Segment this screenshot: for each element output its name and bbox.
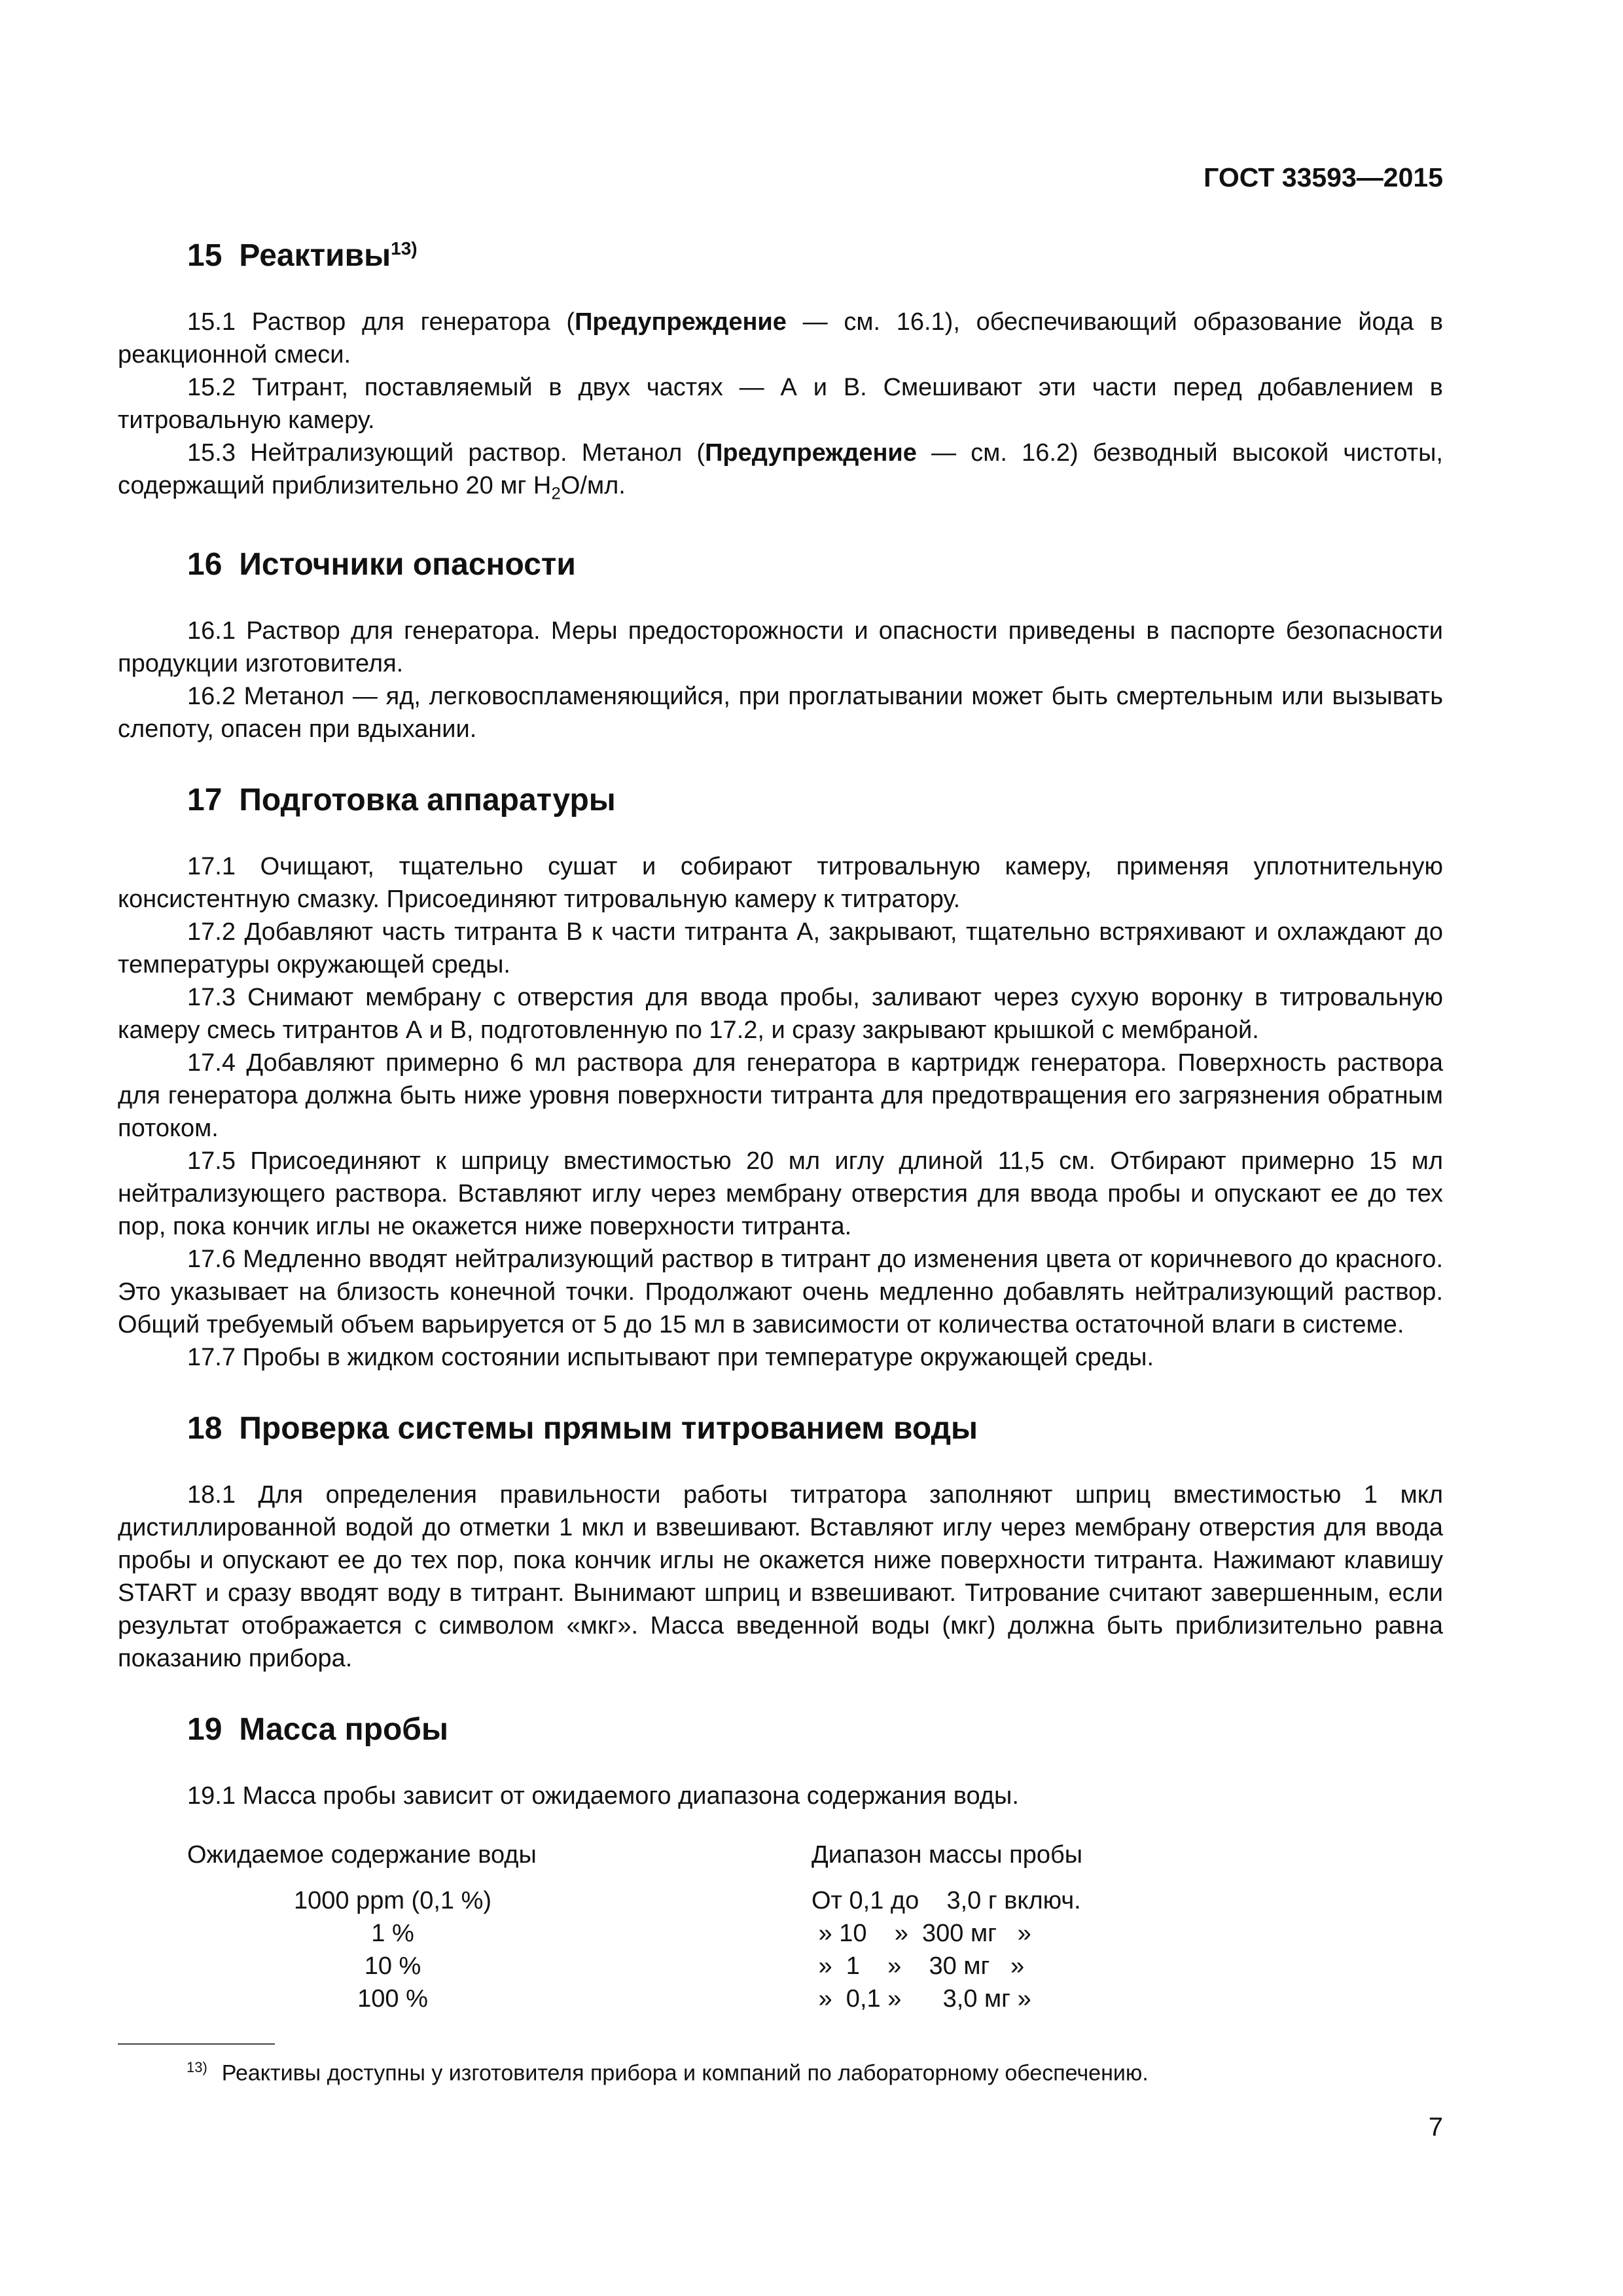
section-number: 19 xyxy=(187,1712,223,1747)
paragraph-17-3: 17.3 Снимают мембрану с отверстия для ввода пробы, заливают через сухую воронку в титровальную камеру смесь титрантов А и В, подготовленную по 17.2, и сразу закрывают крышкой с мембраной. xyxy=(118,983,1443,1044)
water-content-cell: 1000 ppm (0,1 %) xyxy=(293,1886,492,1914)
document-body xyxy=(118,229,1443,2048)
footnote xyxy=(187,2052,1149,2089)
paragraph-17-5: 17.5 Присоединяют к шприцу вместимостью 20 мл иглу длиной 11,5 см. Отбирают примерно 15 мл нейтрализующего раствора. Вставляют иглу через мембрану отверстия для ввода пробы и опускают ее до тех пор, пока кончик иглы не окажется ниже поверхности титранта. xyxy=(118,1147,1443,1240)
section-number: 15 xyxy=(187,238,223,273)
footnote-mark: 13) xyxy=(187,2059,207,2075)
section-number: 18 xyxy=(187,1410,223,1446)
table-row xyxy=(118,1982,1443,2015)
paragraph-17-4: 17.4 Добавляют примерно 6 мл раствора для генератора в картридж генератора. Поверхность раствора для генератора должна быть ниже уровня поверхности титранта для предотвращения его загрязнения обратным потоком. xyxy=(118,1049,1443,1142)
paragraph-16-1: 16.1 Раствор для генератора. Меры предосторожности и опасности приведены в паспорте безопасности продукции изготовителя. xyxy=(118,617,1443,677)
paragraph-17-2: 17.2 Добавляют часть титранта В к части титранта А, закрывают, тщательно встряхивают и охлаждают до температуры окружающей среды. xyxy=(118,918,1443,978)
table-header-water-content: Ожидаемое содержание воды xyxy=(187,1840,537,1869)
section-title: Реактивы xyxy=(239,238,391,273)
section-heading-17 xyxy=(118,781,1443,820)
section-number: 17 xyxy=(187,782,223,817)
paragraph-16-2: 16.2 Метанол — яд, легковоспламеняющийся, при проглатывании может быть смертельным или вызывать слепоту, опасен при вдыхании. xyxy=(118,682,1443,743)
section-title: Источники опасности xyxy=(239,547,576,582)
paragraph-15-1: 15.1 Раствор для генератора (Предупреждение — см. 16.1), обеспечивающий образование йода в реакционной смеси. xyxy=(118,308,1444,368)
section-title: Подготовка аппаратуры xyxy=(239,782,616,817)
warning-label: Предупреждение xyxy=(575,308,787,336)
section-heading-16 xyxy=(118,545,1443,584)
table-header-mass-range: Диапазон массы пробы xyxy=(812,1840,1083,1869)
footnote-text: Реактивы доступны у изготовителя прибора и компаний по лабораторному обеспечению. xyxy=(221,2060,1149,2086)
document-number: ГОСТ 33593—2015 xyxy=(1204,162,1443,192)
table-row xyxy=(118,1884,1443,1917)
table-row xyxy=(118,1950,1443,1982)
section-title: Масса пробы xyxy=(239,1712,448,1747)
page-number: 7 xyxy=(1428,2113,1443,2142)
footnote-divider xyxy=(118,2043,275,2045)
water-content-cell: 100 % xyxy=(357,1984,428,2013)
mass-range-cell: » 1 » 30 мг » xyxy=(812,1952,1025,1980)
table-row xyxy=(118,1917,1443,1950)
paragraph-15-2: 15.2 Титрант, поставляемый в двух частях — А и В. Смешивают эти части перед добавлением в титровальную камеру. xyxy=(118,374,1443,434)
paragraph-17-6: 17.6 Медленно вводят нейтрализующий раствор в титрант до изменения цвета от коричневого до красного. Это указывает на близость конечной точки. Продолжают очень медленно добавлять нейтрализующий раствор. Общий требуемый объем варьируется от 5 до 15 мл в зависимости от количества остаточной влаги в системе. xyxy=(118,1245,1443,1338)
section-title: Проверка системы прямым титрованием воды xyxy=(239,1410,978,1446)
sample-mass-table xyxy=(118,1839,1443,2048)
mass-range-cell: » 0,1 » 3,0 мг » xyxy=(812,1984,1031,2013)
paragraph-15-3: 15.3 Нейтрализующий раствор. Метанол (Предупреждение — см. 16.2) безводный высокой чистоты, содержащий приблизительно 20 мг $Н_2О/мл$. xyxy=(118,439,1443,503)
water-content-cell: 1 % xyxy=(371,1919,414,1947)
paragraph-17-1: 17.1 Очищают, тщательно сушат и собирают титровальную камеру, применяя уплотнительную консистентную смазку. Присоединяют титровальную камеру к титратору. xyxy=(118,852,1443,913)
section-heading-18 xyxy=(118,1409,1443,1448)
footnote-reference: 13) xyxy=(391,238,418,259)
section-heading-15 xyxy=(118,229,1443,276)
section-number: 16 xyxy=(187,547,223,582)
mass-range-cell: » 10 » 300 мг » xyxy=(812,1919,1031,1947)
warning-label: Предупреждение xyxy=(705,439,917,467)
paragraph-17-7: 17.7 Пробы в жидком состоянии испытывают при температуре окружающей среды. xyxy=(187,1343,1154,1371)
paragraph-18-1: 18.1 Для определения правильности работы титратора заполняют шприц вместимостью 1 мкл дистиллированной водой до отметки 1 мкл и взвешивают. Вставляют иглу через мембрану отверстия для ввода пробы и опускают ее до тех пор, пока кончик иглы не окажется ниже поверхности титранта. Нажимают клавишу START и сразу вводят воду в титрант. Вынимают шприц и взвешивают. Титрование считают завершенным, если результат отображается с символом «мкг». Масса введенной воды (мкг) должна быть приблизительно равна показанию прибора. xyxy=(118,1480,1443,1672)
paragraph-19-1: 19.1 Масса пробы зависит от ожидаемого диапазона содержания воды. xyxy=(187,1782,1019,1810)
section-heading-19 xyxy=(118,1710,1443,1749)
water-content-cell: 10 % xyxy=(364,1952,421,1980)
mass-range-cell: От 0,1 до 3,0 г включ. xyxy=(812,1886,1081,1914)
